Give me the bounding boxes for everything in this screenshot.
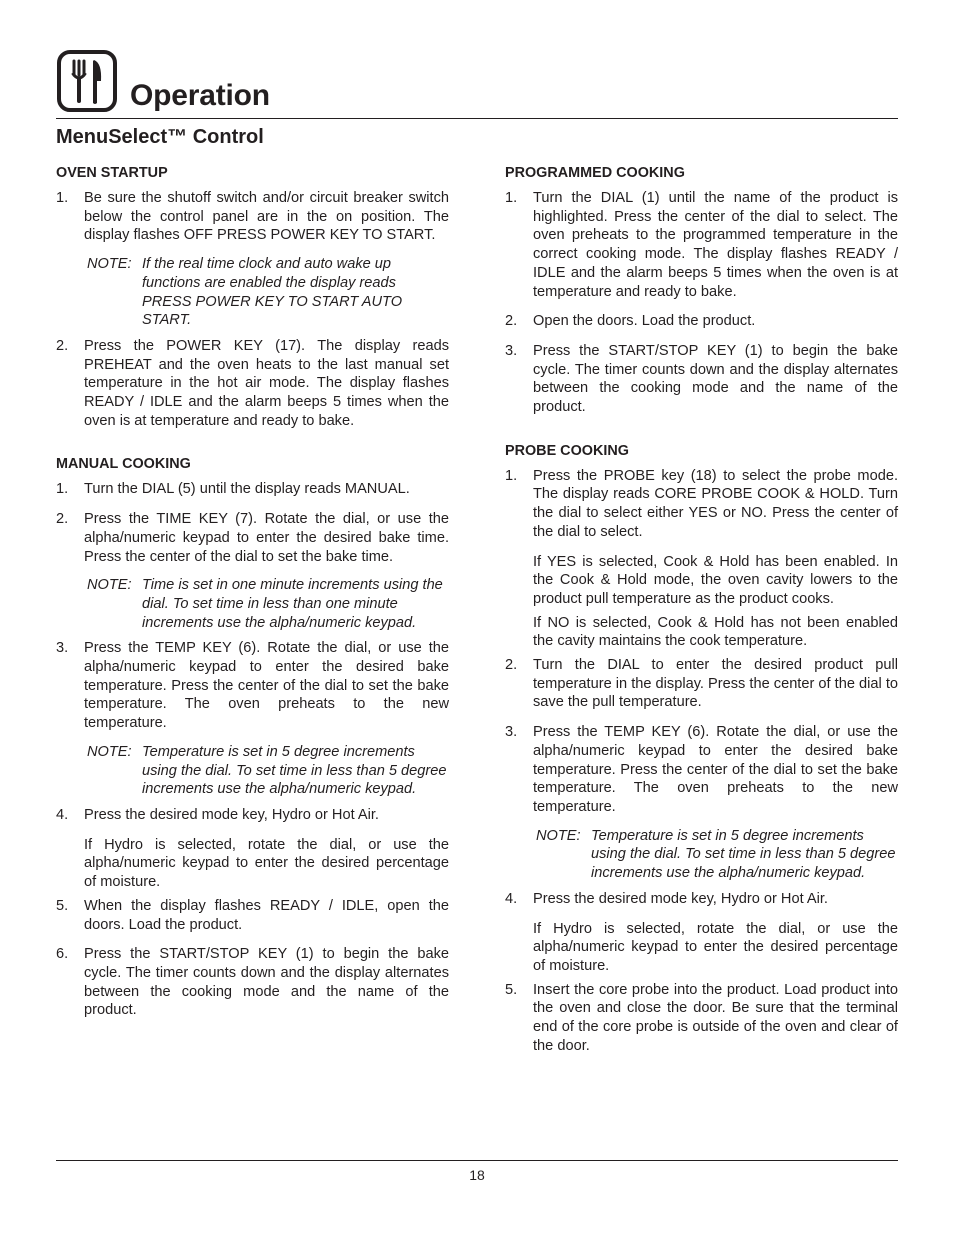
list-item [56, 510, 449, 566]
programmed-cooking-heading: PROGRAMMED COOKING [505, 165, 685, 181]
item-number: 3. [505, 724, 518, 741]
list-item [505, 189, 898, 301]
item-text: Be sure the shutoff switch and/or circuit breaker switch below the control panel are in the on position. The display flashes OFF PRESS POWER KEY TO START. [84, 190, 449, 244]
probe-cooking-heading: PROBE COOKING [505, 442, 629, 459]
note-label: NOTE: [87, 743, 132, 760]
right-column [505, 164, 898, 1066]
list-item [56, 945, 449, 1020]
item-text: Press the TEMP KEY (6). Rotate the dial, or use the alpha/numeric keypad to enter the desired bake temperature. Press the center of the dial to set the bake temperature. The oven preheats to the new temperature. [533, 724, 898, 815]
list-item [505, 890, 898, 909]
list-item [56, 897, 449, 934]
item-number: 2. [505, 313, 518, 330]
note [56, 255, 449, 330]
item-number: 1. [505, 467, 518, 484]
item-text: Turn the DIAL (1) until the name of the product is highlighted. Press the center of the dial to select. The oven preheats to the programmed temperature in the correct cooking mode. The display flashes READY / IDLE and the alarm beeps 5 times when the oven is at temperature and ready to bake. [533, 190, 898, 300]
note [505, 827, 898, 883]
fork-and-knife-icon [56, 49, 118, 113]
item-number: 2. [56, 511, 69, 528]
sub-paragraph: If NO is selected, Cook & Hold has not been enabled the cavity maintains the cook temperature. [533, 614, 898, 650]
item-number: 3. [505, 342, 518, 359]
item-number: 1. [56, 190, 69, 206]
list-item [505, 981, 898, 1056]
note [56, 743, 449, 799]
item-number: 4. [505, 890, 518, 907]
item-number: 5. [56, 897, 69, 914]
item-text: Turn the DIAL (5) until the display reads MANUAL. [84, 481, 410, 498]
footer-divider [56, 1160, 898, 1161]
list-item [505, 656, 898, 712]
item-text: Press the POWER KEY (17). The display reads PREHEAT and the oven heats to the last manual set temperature in the hot air mode. The display flashes READY / IDLE and the alarm beeps 5 times when the oven is at temperature and ready to bake. [84, 337, 449, 429]
list-item [56, 480, 449, 499]
item-text: Press the START/STOP KEY (1) to begin the bake cycle. The timer counts down and the display alternates between the cooking mode and the name of the product. [533, 342, 898, 416]
item-number: 1. [56, 481, 69, 498]
item-text: Turn the DIAL to enter the desired product pull temperature in the display. Press the center of the dial to save the pull temperature. [533, 657, 898, 711]
note-label: NOTE: [87, 577, 132, 594]
page-title: Operation [130, 79, 270, 112]
item-text: Press the desired mode key, Hydro or Hot Air. [84, 806, 379, 823]
item-number: 6. [56, 946, 69, 963]
item-number: 1. [505, 190, 518, 206]
left-column [56, 164, 449, 1031]
section-subtitle: MenuSelect™ Control [56, 126, 264, 148]
item-text: Press the TIME KEY (7). Rotate the dial, or use the alpha/numeric keypad to enter the desired bake time. Press the center of the dial to set the bake time. [84, 511, 449, 565]
oven-startup-heading: OVEN STARTUP [56, 165, 168, 181]
note-text: Time is set in one minute increments using the dial. To set time in less than one minute increments use the alpha/numeric keypad. [142, 577, 443, 631]
list-item [56, 806, 449, 825]
item-text: Insert the core probe into the product. Load product into the oven and close the door. Be sure that the terminal end of the core probe is outside of the oven and clear of the door. [533, 981, 898, 1054]
list-item [56, 189, 449, 245]
item-text: Press the PROBE key (18) to select the probe mode. The display reads CORE PROBE COOK & HOLD. Turn the dial to select either YES or NO. Press the center of the dial to select. [533, 467, 898, 540]
item-text: Press the TEMP KEY (6). Rotate the dial, or use the alpha/numeric keypad to enter the desired bake temperature. Press the center of the dial to set the bake temperature. The oven preheats to the new temperature. [84, 640, 449, 732]
item-number: 3. [56, 640, 69, 657]
item-number: 2. [56, 337, 69, 354]
list-item [505, 312, 898, 331]
item-text: Open the doors. Load the product. [533, 313, 756, 330]
item-text: When the display flashes READY / IDLE, open the doors. Load the product. [84, 897, 449, 933]
item-text: Press the START/STOP KEY (1) to begin the bake cycle. The timer counts down and the display alternates between the cooking mode and the name of the product. [84, 946, 449, 1019]
item-number: 4. [56, 806, 69, 823]
item-number: 2. [505, 657, 518, 674]
sub-paragraph: If Hydro is selected, rotate the dial, or use the alpha/numeric keypad to enter the desired percentage of moisture. [84, 836, 449, 891]
list-item [56, 337, 449, 431]
note [56, 576, 449, 632]
header-divider [56, 118, 898, 119]
note-text: Temperature is set in 5 degree increments using the dial. To set time in less than 5 degree increments use the alpha/numeric keypad. [142, 743, 447, 798]
manual-cooking-heading: MANUAL COOKING [56, 456, 191, 473]
list-item [56, 639, 449, 733]
page-number: 18 [469, 1167, 485, 1183]
item-text: Press the desired mode key, Hydro or Hot Air. [533, 890, 828, 907]
sub-paragraph: If Hydro is selected, rotate the dial, or use the alpha/numeric keypad to enter the desired percentage of moisture. [533, 920, 898, 974]
note-text: If the real time clock and auto wake up functions are enabled the display reads PRESS POWER KEY TO START AUTO START. [142, 256, 403, 329]
item-number: 5. [505, 981, 518, 998]
note-label: NOTE: [87, 256, 132, 273]
sub-paragraph: If YES is selected, Cook & Hold has been enabled. In the Cook & Hold mode, the oven cavity lowers to the product pull temperature as the product cooks. [533, 553, 898, 607]
list-item [505, 723, 898, 817]
list-item [505, 342, 898, 417]
note-label: NOTE: [536, 827, 581, 844]
list-item [505, 467, 898, 542]
note-text: Temperature is set in 5 degree increments using the dial. To set time in less than 5 degree increments use the alpha/numeric keypad. [591, 827, 896, 882]
